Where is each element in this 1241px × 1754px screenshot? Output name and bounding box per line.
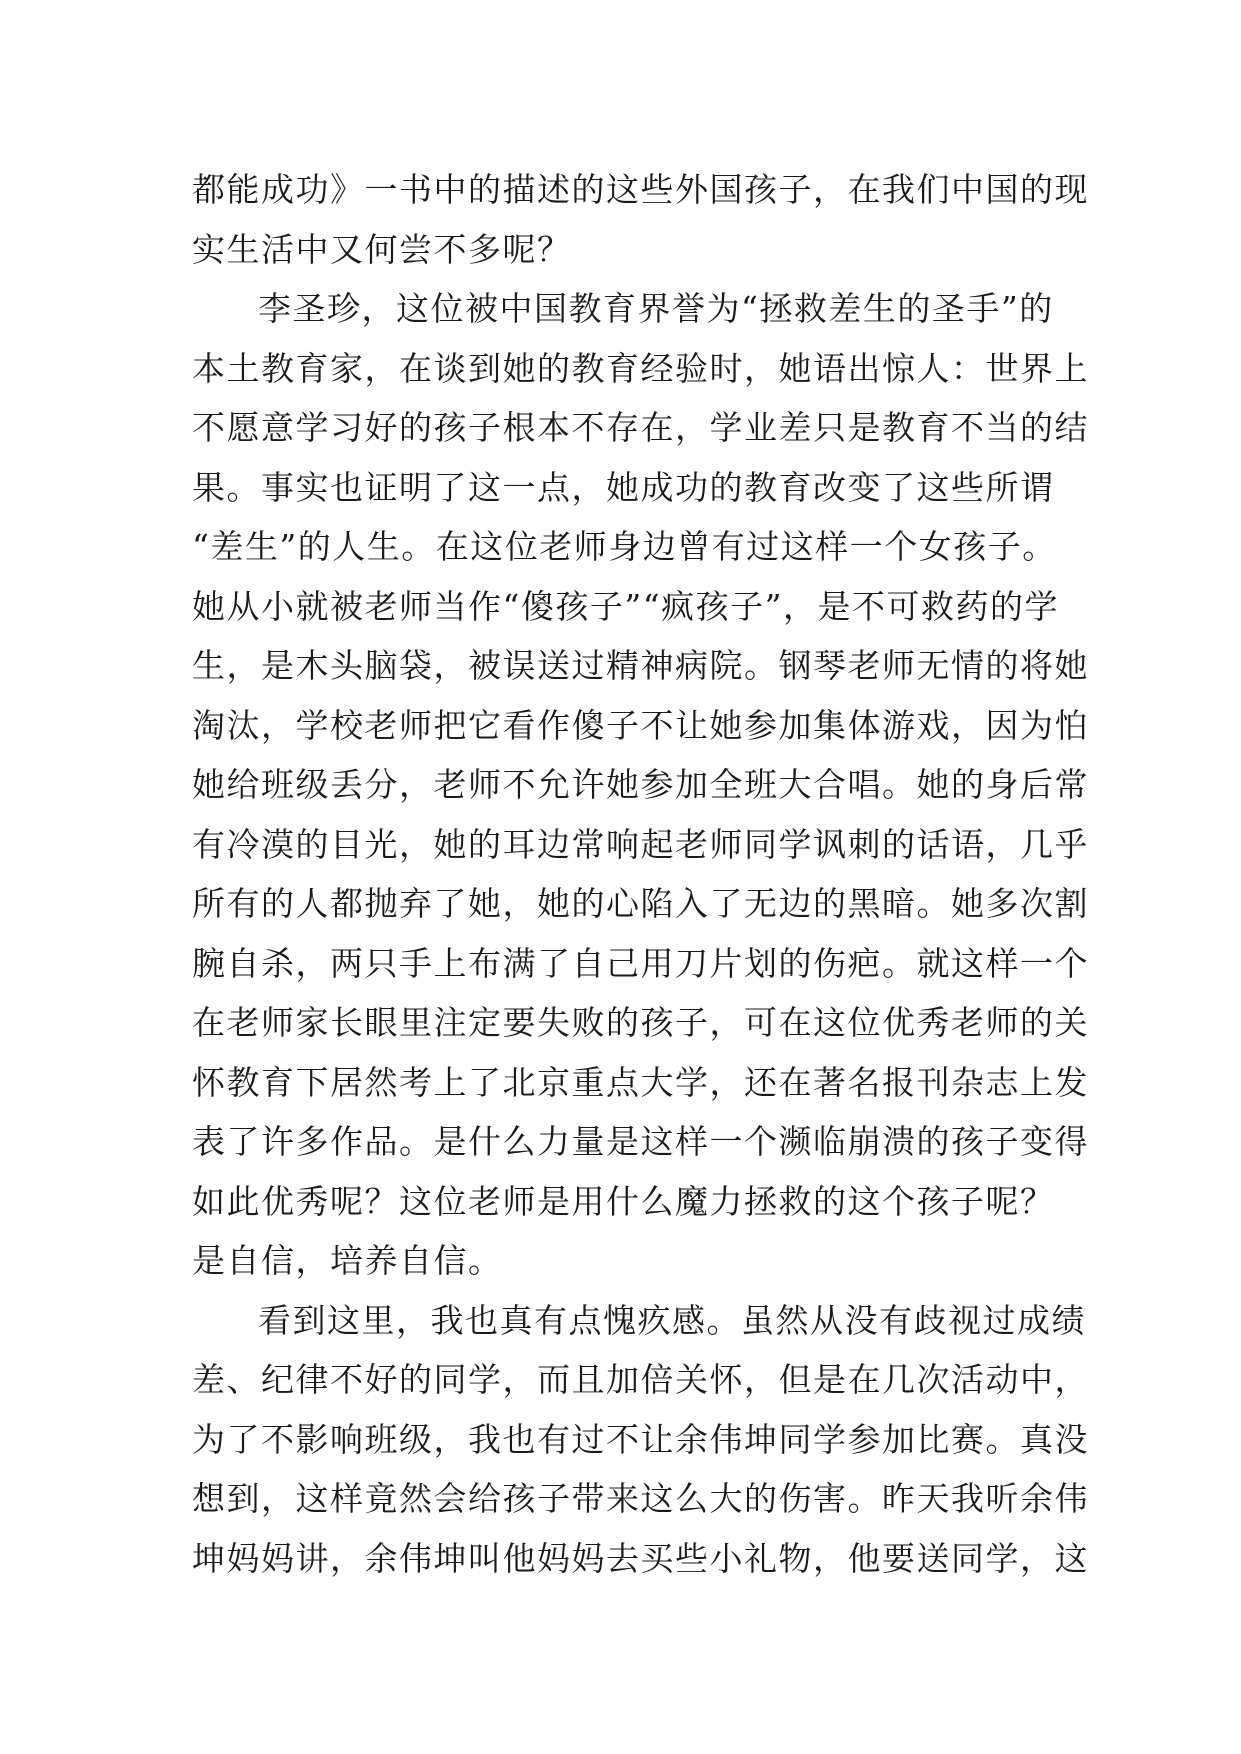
text-line: 生，是木头脑袋，被误送过精神病院。钢琴老师无情的将她 (192, 646, 1089, 685)
text-line: 为了不影响班级，我也有过不让余伟坤同学参加比赛。真没 (192, 1419, 1089, 1459)
text-line: 淘汰，学校老师把它看作傻子不让她参加集体游戏，因为怕 (192, 705, 1089, 745)
text-line: 想到，这样竟然会给孩子带来这么大的伤害。昨天我听余伟 (192, 1479, 1089, 1518)
text-line: 坤妈妈讲，余伟坤叫他妈妈去买些小礼物，他要送同学，这 (192, 1538, 1089, 1578)
text-line: “差生”的人生。在这位老师身边曾有过这样一个女孩子。 (192, 527, 1057, 566)
text-line: 不愿意学习好的孩子根本不存在，学业差只是教育不当的结 (192, 408, 1089, 447)
text-line: 她从小就被老师当作“傻孩子”“疯孩子”，是不可救药的学 (192, 586, 1059, 626)
text-line: 看到这里，我也真有点愧疚感。虽然从没有歧视过成绩 (258, 1300, 1086, 1340)
body-text (192, 160, 1089, 1588)
text-line: 如此优秀呢？这位老师是用什么魔力拯救的这个孩子呢？ (192, 1181, 1055, 1221)
text-line: 表了许多作品。是什么力量是这样一个濒临崩溃的孩子变得 (192, 1122, 1089, 1161)
text-line: 所有的人都抛弃了她，她的心陷入了无边的黑暗。她多次割 (192, 884, 1089, 923)
text-line: 实生活中又何尝不多呢？ (192, 229, 572, 269)
text-line: 果。事实也证明了这一点，她成功的教育改变了这些所谓 (192, 467, 1055, 507)
text-line: 她给班级丢分，老师不允许她参加全班大合唱。她的身后常 (192, 765, 1089, 804)
text-line: 本土教育家，在谈到她的教育经验时，她语出惊人：世界上 (192, 348, 1089, 388)
text-line: 差、纪律不好的同学，而且加倍关怀，但是在几次活动中， (192, 1360, 1089, 1399)
text-line: 是自信，培养自信。 (192, 1241, 503, 1280)
text-line: 在老师家长眼里注定要失败的孩子，可在这位优秀老师的关 (192, 1003, 1089, 1042)
text-line: 怀教育下居然考上了北京重点大学，还在著名报刊杂志上发 (192, 1062, 1089, 1102)
text-line: 李圣珍，这位被中国教育界誉为“拯救差生的圣手”的 (258, 289, 1054, 328)
text-line: 都能成功》一书中的描述的这些外国孩子，在我们中国的现 (192, 170, 1089, 209)
text-line: 有冷漠的目光，她的耳边常响起老师同学讽刺的话语，几乎 (192, 824, 1089, 864)
text-line: 腕自杀，两只手上布满了自己用刀片划的伤疤。就这样一个 (192, 943, 1089, 983)
